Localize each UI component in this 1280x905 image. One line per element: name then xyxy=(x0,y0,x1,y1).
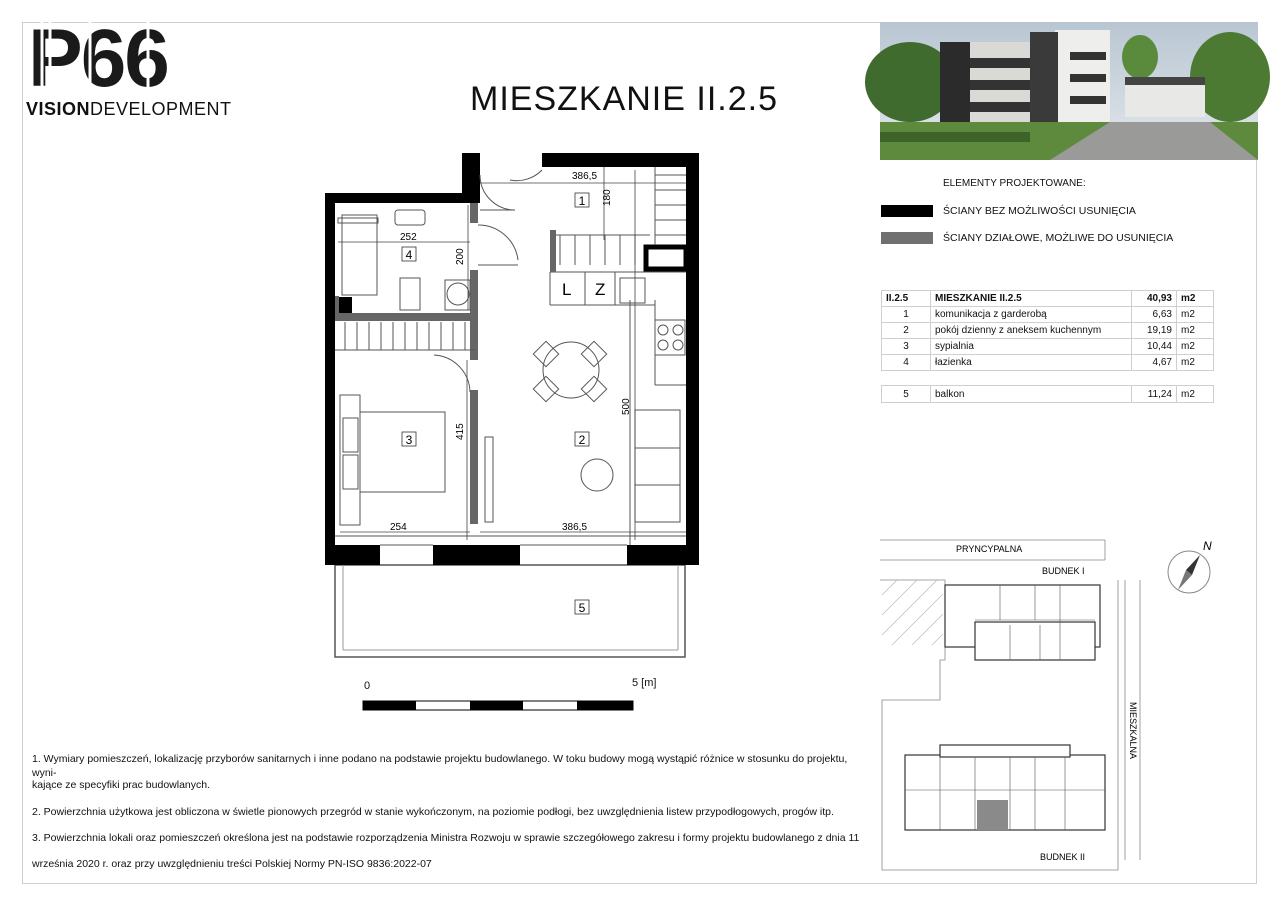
dim-label: 386,5 xyxy=(572,171,598,182)
table-cell: sypialnia xyxy=(931,339,1132,355)
table-cell: 19,19 xyxy=(1132,323,1177,339)
street-label-top: PRYNCYPALNA xyxy=(956,544,1023,554)
table-row xyxy=(882,355,1214,371)
table-cell: m2 xyxy=(1177,386,1214,403)
table-cell: 6,63 xyxy=(1132,307,1177,323)
table-row xyxy=(882,339,1214,355)
scale-label-five: 5 [m] xyxy=(632,677,657,689)
room-number-4: 4 xyxy=(405,248,413,262)
table-row xyxy=(882,323,1214,339)
dim-label: 386,5 xyxy=(562,522,588,533)
dim-label: 200 xyxy=(455,248,466,265)
table-row xyxy=(882,386,1214,403)
page-title: MIESZKANIE II.2.5 xyxy=(470,80,778,118)
note-line: 2. Powierzchnia użytkowa jest obliczona w świetle pionowych przegród w stanie wykończonym, na poziomie podłogi, bez uwzględnienia listew przypodłogowych, progów itp. xyxy=(32,806,834,818)
table-header-row xyxy=(882,291,1214,307)
dim-label: 500 xyxy=(621,398,632,415)
table-cell: 4,67 xyxy=(1132,355,1177,371)
note-line: kające ze specyfiki prac budowlanych. xyxy=(32,779,211,791)
table-cell: II.2.5 xyxy=(882,291,931,307)
table-cell: pokój dzienny z aneksem kuchennym xyxy=(931,323,1132,339)
room-number-1: 1 xyxy=(578,194,586,208)
dim-label: 252 xyxy=(400,232,417,243)
bearing-walls xyxy=(325,153,699,565)
legend-swatch-partition xyxy=(881,232,933,244)
north-label: N xyxy=(1203,539,1212,553)
table-cell: m2 xyxy=(1177,291,1214,307)
wardrobe-letter-left: L xyxy=(562,280,572,299)
apartment-location-marker xyxy=(977,800,1008,830)
table-cell: 10,44 xyxy=(1132,339,1177,355)
rooms-table xyxy=(881,290,1214,371)
room-number-2: 2 xyxy=(578,433,586,447)
table-cell: MIESZKANIE II.2.5 xyxy=(931,291,1132,307)
scale-bar xyxy=(362,700,634,712)
brand-bold: VISION xyxy=(26,99,91,119)
table-cell: 40,93 xyxy=(1132,291,1177,307)
table-cell: 2 xyxy=(882,323,931,339)
table-cell: komunikacja z garderobą xyxy=(931,307,1132,323)
table-cell: 1 xyxy=(882,307,931,323)
table-cell: 4 xyxy=(882,355,931,371)
dim-label: 180 xyxy=(602,189,613,206)
wardrobe-letter-right: Z xyxy=(595,280,606,299)
site-plan xyxy=(876,535,1212,880)
legend-swatch-bearing xyxy=(881,205,933,217)
note-line: 1. Wymiary pomieszczeń, lokalizację przyborów sanitarnych i inne podano na podstawie projektu budowlanego. W toku budowy mogą wystąpić różnice w stosunku do projektu, wyni- xyxy=(32,753,848,779)
balcony-table xyxy=(881,385,1214,403)
table-row xyxy=(882,307,1214,323)
street-label-right: MIESZKALNA xyxy=(1128,702,1138,760)
table-cell: 11,24 xyxy=(1132,386,1177,403)
brand-name xyxy=(26,99,232,120)
table-cell: 3 xyxy=(882,339,931,355)
building-render-image xyxy=(880,22,1258,160)
table-cell: łazienka xyxy=(931,355,1132,371)
table-cell: m2 xyxy=(1177,355,1214,371)
legend-heading: ELEMENTY PROJEKTOWANE: xyxy=(943,178,1086,189)
legend-label-partition: ŚCIANY DZIAŁOWE, MOŻLIWE DO USUNIĘCIA xyxy=(943,232,1174,244)
balcony-outline xyxy=(335,565,685,657)
floor-plan xyxy=(320,150,710,665)
room-number-5: 5 xyxy=(578,601,586,615)
building-one-label: BUDNEK I xyxy=(1042,566,1085,576)
table-cell: balkon xyxy=(931,386,1132,403)
building-two-label: BUDNEK II xyxy=(1040,852,1086,862)
table-cell: m2 xyxy=(1177,307,1214,323)
room-number-3: 3 xyxy=(405,433,413,447)
dim-label: 254 xyxy=(390,522,407,533)
note-line: września 2020 r. oraz przy uwzględnieniu treści Polskiej Normy PN-ISO 9836:2022-07 xyxy=(32,858,432,870)
logo-mark: P66 xyxy=(28,13,168,104)
table-cell: m2 xyxy=(1177,323,1214,339)
scale-label-zero: 0 xyxy=(364,680,371,692)
p66-logo xyxy=(28,13,208,104)
table-cell: m2 xyxy=(1177,339,1214,355)
legend-label-bearing: ŚCIANY BEZ MOŻLIWOŚCI USUNIĘCIA xyxy=(943,205,1136,217)
dim-label: 415 xyxy=(455,423,466,440)
table-cell: 5 xyxy=(882,386,931,403)
note-line: 3. Powierzchnia lokali oraz pomieszczeń określona jest na podstawie rozporządzenia Ministra Rozwoju w sprawie szczegółowego zakresu i formy projektu budowlanego z dnia 11 xyxy=(32,832,860,844)
brand-light: DEVELOPMENT xyxy=(90,99,232,119)
